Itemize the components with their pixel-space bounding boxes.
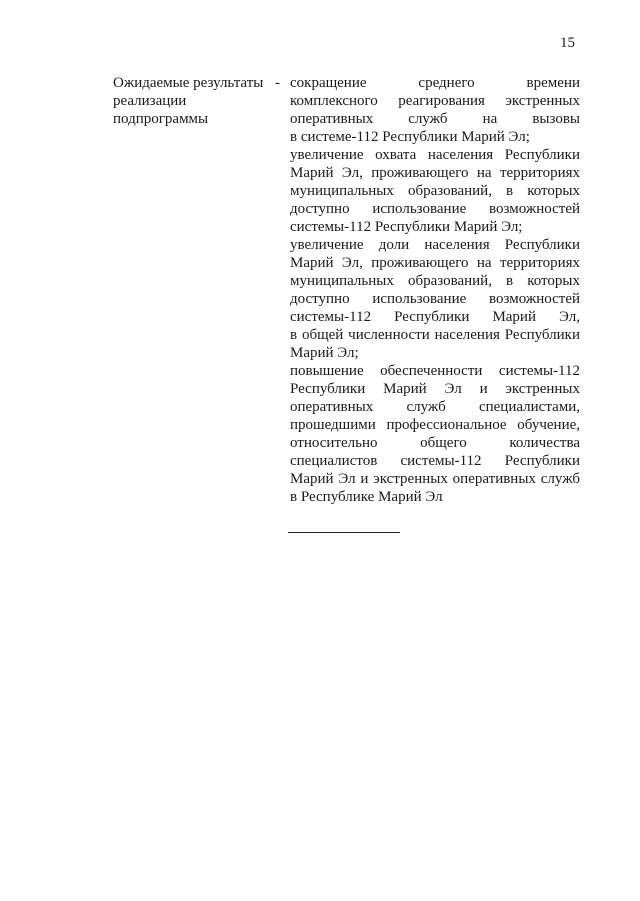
definition-line: повышение обеспеченности системы-112 [290, 363, 580, 379]
definition-line: доступно использование возможностей [290, 201, 580, 217]
definition-line: Марий Эл, проживающего на территориях [290, 165, 580, 181]
definition-line: в системе-112 Республики Марий Эл; [290, 129, 530, 145]
definition-line: оперативных служб специалистами, [290, 399, 580, 415]
definition-line: сокращение среднего времени [290, 75, 580, 91]
definition-line: Марий Эл; [290, 345, 359, 361]
definition-line: в Республике Марий Эл [290, 489, 443, 505]
definition-line: увеличение охвата населения Республики [290, 147, 580, 163]
definition-line: Республики Марий Эл и экстренных [290, 381, 580, 397]
definition-line: специалистов системы-112 Республики [290, 453, 580, 469]
definition-line: муниципальных образований, в которых [290, 183, 580, 199]
definition-line: системы-112 Республики Марий Эл, [290, 309, 580, 325]
definition-line: комплексного реагирования экстренных [290, 93, 580, 109]
definition-line: прошедшими профессиональное обучение, [290, 417, 580, 433]
passport-term [113, 74, 264, 128]
definition-line: оперативных служб на вызовы [290, 111, 580, 127]
definition-line: Марий Эл, проживающего на территориях [290, 255, 580, 271]
term-line: Ожидаемые результаты [113, 75, 264, 91]
term-line: реализации [113, 93, 187, 109]
definition-line: муниципальных образований, в которых [290, 273, 580, 289]
definition-line: системы-112 Республики Марий Эл; [290, 219, 523, 235]
term-line: подпрограммы [113, 111, 209, 127]
definition-line: относительно общего количества [290, 435, 580, 451]
passport-definition [290, 74, 580, 506]
definition-line: увеличение доли населения Республики [290, 237, 580, 253]
page-number: 15 [560, 35, 575, 51]
definition-line: Марий Эл и экстренных оперативных служб [290, 471, 580, 487]
end-separator-line [288, 532, 400, 533]
definition-line: в общей численности населения Республики [290, 327, 580, 343]
definition-line: доступно использование возможностей [290, 291, 580, 307]
term-dash: - [275, 75, 280, 91]
